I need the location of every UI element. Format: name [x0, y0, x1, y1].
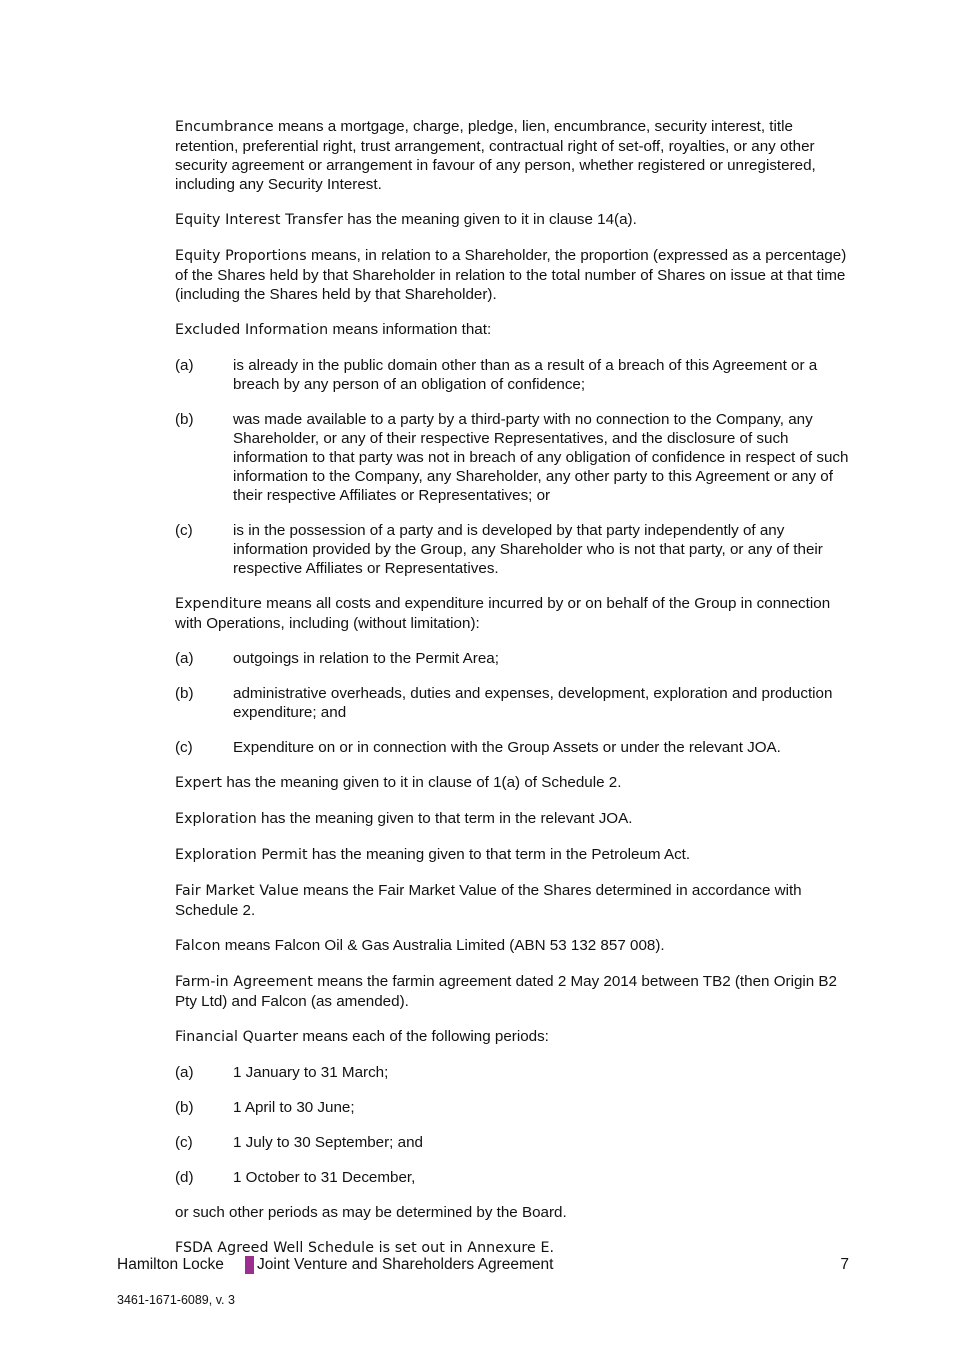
item-text: is already in the public domain other than as a result of a breach of this Agreement or a breach by any person of an obligation of confidence;: [233, 357, 818, 393]
list-item: [175, 521, 855, 578]
definition-expert: [175, 773, 855, 793]
definition-expenditure: [175, 594, 855, 633]
definition-exploration-permit: [175, 845, 855, 865]
definition-text: means Falcon Oil & Gas Australia Limited (ABN 53 132 857 008).: [220, 937, 665, 954]
definition-financial-quarter: [175, 1027, 855, 1047]
definition-equity-interest-transfer: [175, 210, 855, 230]
item-text: 1 October to 31 December,: [233, 1169, 416, 1186]
definition-text: means, in relation to a Shareholder, the proportion (expressed as a percentage) of the Shares held by that Shareholder in relation to the total number of Shares on issue at that time (including the Shares held by that Shareholder).: [175, 247, 847, 303]
definition-text: means information that:: [328, 321, 492, 338]
list-item: [175, 356, 855, 394]
defined-term: Equity Interest Transfer: [175, 212, 343, 228]
defined-term: Expenditure: [175, 596, 262, 612]
definition-trailer: or such other periods as may be determined by the Board.: [175, 1204, 567, 1221]
defined-term: Encumbrance: [175, 119, 274, 135]
item-text: was made available to a party by a third-party with no connection to the Company, any Shareholder, or any of their respective Representatives, and the disclosure of such information to that party was not in breach of any obligation of confidence in respect of such information to the Company, any Shareholder, any other party to this Agreement or any of their respective Affiliates or Representatives; or: [233, 411, 849, 504]
list-item: [175, 1168, 855, 1187]
item-label: (c): [175, 739, 193, 756]
defined-term: Exploration: [175, 811, 257, 827]
item-text: is in the possession of a party and is developed by that party independently of any information provided by the Group, any Shareholder who is not that party, or any of their respective Affiliates or Representatives.: [233, 522, 823, 577]
defined-term: FSDA Agreed Well Schedule is set out in Annexure E.: [175, 1240, 555, 1256]
definition-equity-proportions: [175, 246, 855, 304]
defined-term: Financial Quarter: [175, 1029, 299, 1045]
definition-text: means the Fair Market Value of the Shares determined in accordance with Schedule 2.: [175, 882, 802, 919]
list-item: [175, 738, 855, 757]
definition-text: has the meaning given to it in clause 14(a).: [343, 211, 637, 228]
list-item: [175, 1133, 855, 1152]
definition-farm-in-agreement: [175, 972, 855, 1011]
definition-text: means each of the following periods:: [298, 1028, 549, 1045]
definition-text: means the farmin agreement dated 2 May 2014 between TB2 (then Origin B2 Pty Ltd) and Falcon (as amended).: [175, 973, 838, 1010]
item-text: outgoings in relation to the Permit Area;: [233, 650, 499, 667]
defined-term: Expert: [175, 775, 223, 791]
list-item: [175, 1098, 855, 1117]
definition-encumbrance: [175, 117, 855, 194]
document-reference: 3461-1671-6089, v. 3: [117, 1293, 235, 1307]
accent-bar: [245, 1256, 254, 1274]
list-item: [175, 1063, 855, 1082]
definition-text: has the meaning given to that term in the Petroleum Act.: [307, 846, 691, 863]
definition-text: has the meaning given to it in clause of 1(a) of Schedule 2.: [222, 774, 622, 791]
definition-text: has the meaning given to that term in the relevant JOA.: [256, 810, 633, 827]
item-label: (d): [175, 1169, 194, 1186]
defined-term: Excluded Information: [175, 322, 329, 338]
item-text: Expenditure on or in connection with the Group Assets or under the relevant JOA.: [233, 739, 781, 756]
defined-term: Fair Market Value: [175, 883, 299, 899]
defined-term: Exploration Permit: [175, 847, 308, 863]
item-label: (c): [175, 1134, 193, 1151]
item-text: 1 July to 30 September; and: [233, 1134, 423, 1151]
list-item: [175, 684, 855, 722]
list-item: [175, 410, 855, 505]
defined-term: Farm-in Agreement: [175, 974, 314, 990]
item-label: (b): [175, 1099, 194, 1116]
definition-text: means all costs and expenditure incurred by or on behalf of the Group in connection with Operations, including (without limitation):: [175, 595, 831, 632]
firm-name: Hamilton Locke: [117, 1256, 224, 1273]
item-label: (a): [175, 650, 194, 667]
definition-falcon: [175, 936, 855, 956]
item-label: (a): [175, 357, 194, 374]
page-number: 7: [840, 1256, 849, 1273]
item-text: administrative overheads, duties and expenses, development, exploration and production expenditure; and: [233, 685, 833, 721]
item-label: (b): [175, 685, 194, 702]
document-title: Joint Venture and Shareholders Agreement: [257, 1256, 554, 1273]
defined-term: Falcon: [175, 938, 221, 954]
definitions-list: [175, 117, 855, 1274]
list-item: [175, 649, 855, 668]
defined-term: Equity Proportions: [175, 248, 307, 264]
item-label: (c): [175, 522, 193, 539]
item-label: (b): [175, 411, 194, 428]
item-text: 1 April to 30 June;: [233, 1099, 355, 1116]
item-label: (a): [175, 1064, 194, 1081]
definition-text: means a mortgage, charge, pledge, lien, encumbrance, security interest, title retention, preferential right, trust arrangement, contractual right of set-off, royalties, or any other security agreement or arrangement in favour of any person, whether registered or unregistered, including any Security Interest.: [175, 118, 816, 193]
definition-fair-market-value: [175, 881, 855, 920]
definition-exploration: [175, 809, 855, 829]
definition-excluded-information: [175, 320, 855, 340]
item-text: 1 January to 31 March;: [233, 1064, 389, 1081]
page-footer: [117, 1255, 849, 1275]
